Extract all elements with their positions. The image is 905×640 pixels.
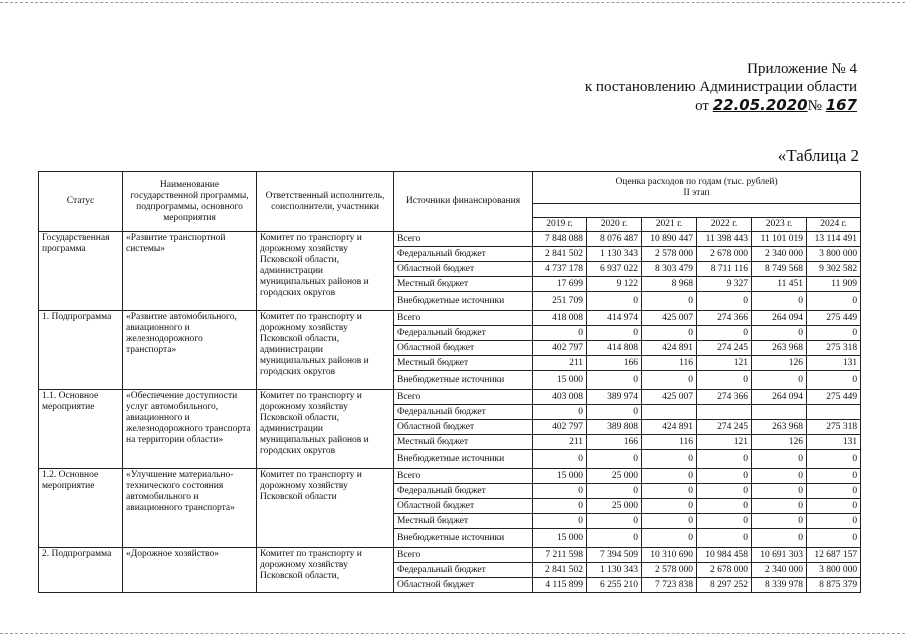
value-cell: 402 797 — [533, 420, 587, 435]
value-cell: 274 366 — [697, 311, 752, 326]
value-cell: 116 — [642, 435, 697, 450]
value-cell: 0 — [752, 292, 807, 311]
value-cell: 25 000 — [587, 469, 642, 484]
value-cell: 10 310 690 — [642, 548, 697, 563]
value-cell: 126 — [752, 435, 807, 450]
value-cell: 0 — [587, 514, 642, 529]
source-cell: Местный бюджет — [394, 277, 533, 292]
responsible-cell: Комитет по транспорту и дорожному хозяйству Псковской области, администрации муниципальных районов и городских округов — [257, 232, 394, 311]
value-cell: 17 699 — [533, 277, 587, 292]
program-name-cell: «Развитие транспортной системы» — [123, 232, 257, 311]
status-cell: 1. Подпрограмма — [39, 311, 123, 390]
value-cell: 389 974 — [587, 390, 642, 405]
value-cell: 7 723 838 — [642, 578, 697, 593]
value-cell: 7 848 088 — [533, 232, 587, 247]
value-cell: 0 — [697, 484, 752, 499]
decree-date-line — [695, 96, 857, 115]
value-cell: 0 — [642, 469, 697, 484]
value-cell: 6 255 210 — [587, 578, 642, 593]
source-cell: Федеральный бюджет — [394, 563, 533, 578]
header-sources: Источники финансирования — [394, 172, 533, 232]
value-cell: 0 — [697, 292, 752, 311]
value-cell: 2 678 000 — [697, 563, 752, 578]
value-cell: 0 — [533, 326, 587, 341]
value-cell: 211 — [533, 435, 587, 450]
year-header: 2022 г. — [697, 218, 752, 232]
header-estimate-label: Оценка расходов по годам (тыс. рублей) — [615, 176, 778, 187]
handwritten-date: 22.05.2020 — [712, 96, 808, 114]
handwritten-number: 167 — [825, 96, 857, 114]
source-cell: Федеральный бюджет — [394, 405, 533, 420]
value-cell: 0 — [533, 405, 587, 420]
source-cell: Областной бюджет — [394, 578, 533, 593]
value-cell: 0 — [642, 484, 697, 499]
value-cell: 166 — [587, 435, 642, 450]
value-cell: 418 008 — [533, 311, 587, 326]
value-cell: 8 303 479 — [642, 262, 697, 277]
table-row — [39, 390, 861, 405]
value-cell: 9 122 — [587, 277, 642, 292]
value-cell: 166 — [587, 356, 642, 371]
value-cell: 0 — [807, 529, 861, 548]
value-cell: 2 841 502 — [533, 247, 587, 262]
value-cell: 0 — [807, 469, 861, 484]
value-cell: 15 000 — [533, 469, 587, 484]
value-cell: 0 — [697, 469, 752, 484]
header-name: Наименование государственной программы, подпрограммы, основного мероприятия — [123, 172, 257, 232]
value-cell: 0 — [587, 326, 642, 341]
value-cell: 121 — [697, 435, 752, 450]
value-cell: 2 841 502 — [533, 563, 587, 578]
value-cell: 0 — [587, 292, 642, 311]
value-cell: 389 808 — [587, 420, 642, 435]
value-cell: 274 245 — [697, 341, 752, 356]
value-cell: 0 — [807, 499, 861, 514]
scan-bottom-edge — [0, 633, 905, 634]
value-cell: 0 — [752, 469, 807, 484]
value-cell: 0 — [587, 484, 642, 499]
value-cell: 0 — [752, 514, 807, 529]
value-cell: 0 — [697, 371, 752, 390]
status-cell: Государственная программа — [39, 232, 123, 311]
scan-top-edge — [0, 2, 905, 3]
source-cell: Областной бюджет — [394, 262, 533, 277]
source-cell: Областной бюджет — [394, 420, 533, 435]
value-cell: 263 968 — [752, 420, 807, 435]
value-cell: 251 709 — [533, 292, 587, 311]
year-header: 2024 г. — [807, 218, 861, 232]
responsible-cell: Комитет по транспорту и дорожному хозяйству Псковской области — [257, 469, 394, 548]
number-label: № — [807, 98, 822, 114]
value-cell: 10 691 303 — [752, 548, 807, 563]
value-cell: 4 737 178 — [533, 262, 587, 277]
value-cell: 0 — [752, 450, 807, 469]
value-cell: 0 — [642, 326, 697, 341]
value-cell — [807, 405, 861, 420]
value-cell: 263 968 — [752, 341, 807, 356]
value-cell: 0 — [587, 405, 642, 420]
value-cell: 0 — [697, 326, 752, 341]
value-cell: 425 007 — [642, 390, 697, 405]
year-header: 2019 г. — [533, 218, 587, 232]
value-cell: 2 678 000 — [697, 247, 752, 262]
value-cell: 0 — [807, 292, 861, 311]
value-cell: 13 114 491 — [807, 232, 861, 247]
value-cell: 0 — [752, 326, 807, 341]
value-cell: 402 797 — [533, 341, 587, 356]
value-cell: 0 — [752, 484, 807, 499]
value-cell: 275 449 — [807, 390, 861, 405]
value-cell: 424 891 — [642, 341, 697, 356]
value-cell: 9 302 582 — [807, 262, 861, 277]
value-cell: 15 000 — [533, 529, 587, 548]
value-cell: 275 318 — [807, 341, 861, 356]
value-cell: 0 — [807, 450, 861, 469]
header-spacer — [533, 204, 861, 218]
value-cell: 403 008 — [533, 390, 587, 405]
value-cell: 2 340 000 — [752, 247, 807, 262]
value-cell: 6 937 022 — [587, 262, 642, 277]
value-cell: 10 890 447 — [642, 232, 697, 247]
value-cell: 8 711 116 — [697, 262, 752, 277]
source-cell: Федеральный бюджет — [394, 484, 533, 499]
year-header: 2021 г. — [642, 218, 697, 232]
source-cell: Местный бюджет — [394, 514, 533, 529]
value-cell: 0 — [697, 499, 752, 514]
responsible-cell: Комитет по транспорту и дорожному хозяйству Псковской области, администрации муниципальных районов и городских округов — [257, 390, 394, 469]
value-cell — [752, 405, 807, 420]
program-name-cell: «Обеспечение доступности услуг автомобильного, авиационного и железнодорожного транспорта на территории области» — [123, 390, 257, 469]
value-cell: 126 — [752, 356, 807, 371]
responsible-cell: Комитет по транспорту и дорожному хозяйству Псковской области, — [257, 548, 394, 593]
value-cell: 0 — [587, 450, 642, 469]
value-cell: 7 394 509 — [587, 548, 642, 563]
value-cell: 0 — [642, 514, 697, 529]
value-cell: 11 451 — [752, 277, 807, 292]
status-cell: 1.2. Основное мероприятие — [39, 469, 123, 548]
value-cell: 9 327 — [697, 277, 752, 292]
source-cell: Областной бюджет — [394, 341, 533, 356]
value-cell: 0 — [533, 484, 587, 499]
table-label: «Таблица 2 — [777, 146, 859, 165]
appendix-title: Приложение № 4 — [747, 61, 857, 77]
value-cell: 0 — [807, 326, 861, 341]
decree-reference: к постановлению Администрации области — [584, 79, 857, 95]
source-cell: Местный бюджет — [394, 356, 533, 371]
value-cell: 3 800 000 — [807, 563, 861, 578]
source-cell: Всего — [394, 232, 533, 247]
source-cell: Внебюджетные источники — [394, 371, 533, 390]
value-cell: 0 — [587, 371, 642, 390]
value-cell: 11 909 — [807, 277, 861, 292]
value-cell: 4 115 899 — [533, 578, 587, 593]
table-row — [39, 469, 861, 484]
value-cell: 424 891 — [642, 420, 697, 435]
program-name-cell: «Развитие автомобильного, авиационного и железнодорожного транспорта» — [123, 311, 257, 390]
value-cell: 25 000 — [587, 499, 642, 514]
table-row — [39, 311, 861, 326]
program-name-cell: «Дорожное хозяйство» — [123, 548, 257, 593]
value-cell: 0 — [752, 499, 807, 514]
value-cell: 11 398 443 — [697, 232, 752, 247]
value-cell: 7 211 598 — [533, 548, 587, 563]
value-cell: 0 — [697, 514, 752, 529]
value-cell: 0 — [752, 529, 807, 548]
header-responsible: Ответственный исполнитель, соисполнители, участники — [257, 172, 394, 232]
value-cell — [642, 405, 697, 420]
table-row — [39, 232, 861, 247]
value-cell: 0 — [642, 529, 697, 548]
responsible-cell: Комитет по транспорту и дорожному хозяйству Псковской области, администрации муниципальных районов и городских округов — [257, 311, 394, 390]
program-name-cell: «Улучшение материально-технического состояния автомобильного и авиационного транспорта» — [123, 469, 257, 548]
value-cell: 414 808 — [587, 341, 642, 356]
value-cell: 0 — [807, 484, 861, 499]
value-cell: 2 340 000 — [752, 563, 807, 578]
year-header: 2020 г. — [587, 218, 642, 232]
value-cell: 2 578 000 — [642, 247, 697, 262]
source-cell: Внебюджетные источники — [394, 529, 533, 548]
value-cell: 275 449 — [807, 311, 861, 326]
value-cell: 0 — [642, 292, 697, 311]
value-cell: 425 007 — [642, 311, 697, 326]
table-row — [39, 548, 861, 563]
value-cell: 131 — [807, 356, 861, 371]
year-header: 2023 г. — [752, 218, 807, 232]
value-cell: 0 — [642, 371, 697, 390]
value-cell: 211 — [533, 356, 587, 371]
value-cell: 8 749 568 — [752, 262, 807, 277]
value-cell: 2 578 000 — [642, 563, 697, 578]
value-cell: 274 245 — [697, 420, 752, 435]
value-cell: 121 — [697, 356, 752, 371]
status-cell: 2. Подпрограмма — [39, 548, 123, 593]
source-cell: Местный бюджет — [394, 435, 533, 450]
value-cell: 264 094 — [752, 311, 807, 326]
source-cell: Всего — [394, 469, 533, 484]
from-prefix: от — [695, 98, 709, 114]
header-status: Статус — [39, 172, 123, 232]
source-cell: Внебюджетные источники — [394, 450, 533, 469]
value-cell: 0 — [642, 499, 697, 514]
expenditure-table — [38, 171, 861, 593]
value-cell: 0 — [807, 514, 861, 529]
source-cell: Всего — [394, 548, 533, 563]
value-cell — [697, 405, 752, 420]
value-cell: 0 — [697, 529, 752, 548]
source-cell: Федеральный бюджет — [394, 247, 533, 262]
source-cell: Всего — [394, 390, 533, 405]
source-cell: Областной бюджет — [394, 499, 533, 514]
value-cell: 0 — [807, 371, 861, 390]
source-cell: Внебюджетные источники — [394, 292, 533, 311]
value-cell: 1 130 343 — [587, 563, 642, 578]
value-cell: 11 101 019 — [752, 232, 807, 247]
value-cell: 12 687 157 — [807, 548, 861, 563]
header-estimate — [533, 172, 861, 204]
value-cell: 8 875 379 — [807, 578, 861, 593]
value-cell: 0 — [587, 529, 642, 548]
value-cell: 274 366 — [697, 390, 752, 405]
value-cell: 1 130 343 — [587, 247, 642, 262]
header-stage: II этап — [683, 187, 710, 198]
status-cell: 1.1. Основное мероприятие — [39, 390, 123, 469]
value-cell: 131 — [807, 435, 861, 450]
value-cell: 0 — [752, 371, 807, 390]
value-cell: 8 076 487 — [587, 232, 642, 247]
value-cell: 414 974 — [587, 311, 642, 326]
value-cell: 0 — [533, 514, 587, 529]
value-cell: 264 094 — [752, 390, 807, 405]
value-cell: 3 800 000 — [807, 247, 861, 262]
source-cell: Федеральный бюджет — [394, 326, 533, 341]
value-cell: 8 968 — [642, 277, 697, 292]
value-cell: 116 — [642, 356, 697, 371]
source-cell: Всего — [394, 311, 533, 326]
value-cell: 8 297 252 — [697, 578, 752, 593]
value-cell: 0 — [533, 499, 587, 514]
value-cell: 275 318 — [807, 420, 861, 435]
value-cell: 0 — [642, 450, 697, 469]
value-cell: 15 000 — [533, 371, 587, 390]
value-cell: 10 984 458 — [697, 548, 752, 563]
value-cell: 8 339 978 — [752, 578, 807, 593]
value-cell: 0 — [697, 450, 752, 469]
value-cell: 0 — [533, 450, 587, 469]
